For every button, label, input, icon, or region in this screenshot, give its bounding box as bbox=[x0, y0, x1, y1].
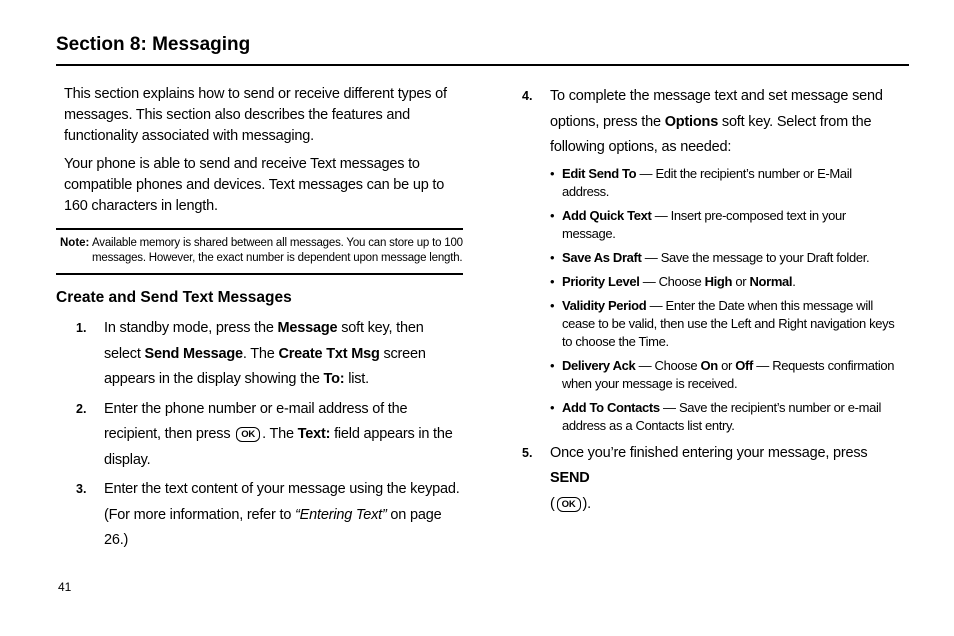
text-run: field appears in the display. bbox=[104, 426, 453, 468]
step-3 bbox=[56, 477, 464, 554]
text-run: ). bbox=[582, 495, 591, 512]
choice-value: On bbox=[700, 357, 718, 373]
note-label: Note: bbox=[60, 237, 90, 249]
page-number: 41 bbox=[58, 580, 72, 594]
option-description: — Requests confirmation when your message is received. bbox=[562, 357, 895, 391]
text-run: To complete the message text and set message send options, press the bbox=[550, 88, 883, 130]
ok-key-icon: OK bbox=[557, 497, 581, 512]
step-text bbox=[104, 316, 464, 393]
option-description: — Enter the Date when this message will cease to be valid, then use the Left and Right navigation keys to choose the Time. bbox=[562, 297, 895, 349]
title-divider bbox=[56, 64, 909, 66]
softkey-name: Options bbox=[664, 113, 719, 130]
option-description: — Choose bbox=[635, 357, 701, 373]
step-text bbox=[550, 84, 910, 161]
list-item bbox=[550, 297, 900, 351]
step-text bbox=[104, 397, 464, 474]
text-run: Enter the phone number or e-mail address of the recipient, then press bbox=[104, 400, 408, 442]
option-name: Priority Level bbox=[562, 273, 640, 289]
right-column bbox=[522, 84, 910, 521]
option-name: Validity Period bbox=[562, 297, 647, 313]
step-number: 1. bbox=[76, 321, 87, 335]
step-text bbox=[104, 477, 464, 554]
text-run: screen appears in the display showing the bbox=[104, 345, 426, 387]
text-run: In standby mode, press the bbox=[104, 320, 278, 336]
ok-key-icon: OK bbox=[236, 427, 260, 442]
step-number: 3. bbox=[76, 482, 87, 496]
note-box bbox=[56, 228, 463, 275]
step-2 bbox=[56, 397, 464, 474]
option-name: Save As Draft bbox=[562, 249, 642, 265]
step-number: 4. bbox=[522, 89, 533, 103]
text-run: Once you’re finished entering your message, press bbox=[550, 444, 868, 461]
list-item bbox=[550, 165, 900, 201]
list-item bbox=[550, 273, 900, 291]
text-run: . The bbox=[242, 345, 279, 362]
choice-value: High bbox=[704, 273, 733, 289]
intro-paragraph-2: Your phone is able to send and receive Text messages to compatible phones and devices. Text messages can be up to 160 characters in length. bbox=[64, 156, 445, 214]
option-name: Edit Send To bbox=[562, 165, 637, 181]
options-list bbox=[550, 165, 900, 435]
option-description: — Save the recipient’s number or e-mail address as a Contacts list entry. bbox=[562, 399, 882, 433]
option-description: — Insert pre-composed text in your message. bbox=[562, 207, 846, 241]
text-run: Enter the text content of your message using the keypad. (For more information, refer to bbox=[104, 481, 460, 523]
intro-paragraph-1: This section explains how to send or receive different types of messages. This section also describes the features and functionality associated with messaging. bbox=[64, 86, 447, 144]
screen-name: Create Txt Msg bbox=[278, 345, 380, 362]
section-title: Section 8: Messaging bbox=[56, 34, 251, 55]
key-name: SEND bbox=[550, 470, 590, 486]
step-5 bbox=[522, 441, 910, 518]
step-number: 2. bbox=[76, 401, 87, 416]
option-description: or bbox=[717, 357, 736, 373]
list-item bbox=[550, 399, 900, 435]
subsection-heading: Create and Send Text Messages bbox=[56, 289, 292, 306]
step-text bbox=[550, 441, 910, 518]
text-run: list. bbox=[344, 371, 369, 387]
field-name: Text: bbox=[297, 426, 331, 442]
choice-value: Off bbox=[735, 357, 754, 373]
option-description: — Save the message to your Draft folder. bbox=[641, 249, 870, 265]
text-run: soft key, then select bbox=[104, 320, 424, 362]
option-name: Delivery Ack bbox=[562, 357, 636, 373]
step-1 bbox=[56, 316, 464, 393]
step-4 bbox=[522, 84, 910, 161]
list-item bbox=[550, 357, 900, 393]
note-text: Available memory is shared between all messages. You can store up to 100 messages. However, the exact number is dependent upon message length. bbox=[92, 237, 463, 264]
field-name: To: bbox=[323, 371, 345, 387]
list-item bbox=[550, 249, 900, 267]
text-run: soft key. Select from the following options, as needed: bbox=[550, 113, 872, 155]
option-name: Add Quick Text bbox=[562, 207, 652, 223]
menu-option-name: Send Message bbox=[144, 345, 243, 362]
option-description: or bbox=[732, 273, 750, 289]
text-run: on page 26.) bbox=[104, 506, 442, 548]
choice-value: Normal bbox=[749, 273, 793, 289]
list-item bbox=[550, 207, 900, 243]
text-run: ( bbox=[550, 495, 555, 512]
option-name: Add To Contacts bbox=[562, 399, 660, 415]
option-description: — Edit the recipient’s number or E-Mail address. bbox=[562, 165, 852, 199]
step-number: 5. bbox=[522, 445, 533, 460]
text-run: . The bbox=[262, 426, 298, 442]
cross-reference-link[interactable]: “Entering Text” bbox=[295, 506, 387, 523]
option-description: — Choose bbox=[639, 273, 705, 289]
softkey-name: Message bbox=[277, 320, 338, 336]
option-description: . bbox=[792, 273, 796, 289]
left-column bbox=[56, 84, 464, 558]
